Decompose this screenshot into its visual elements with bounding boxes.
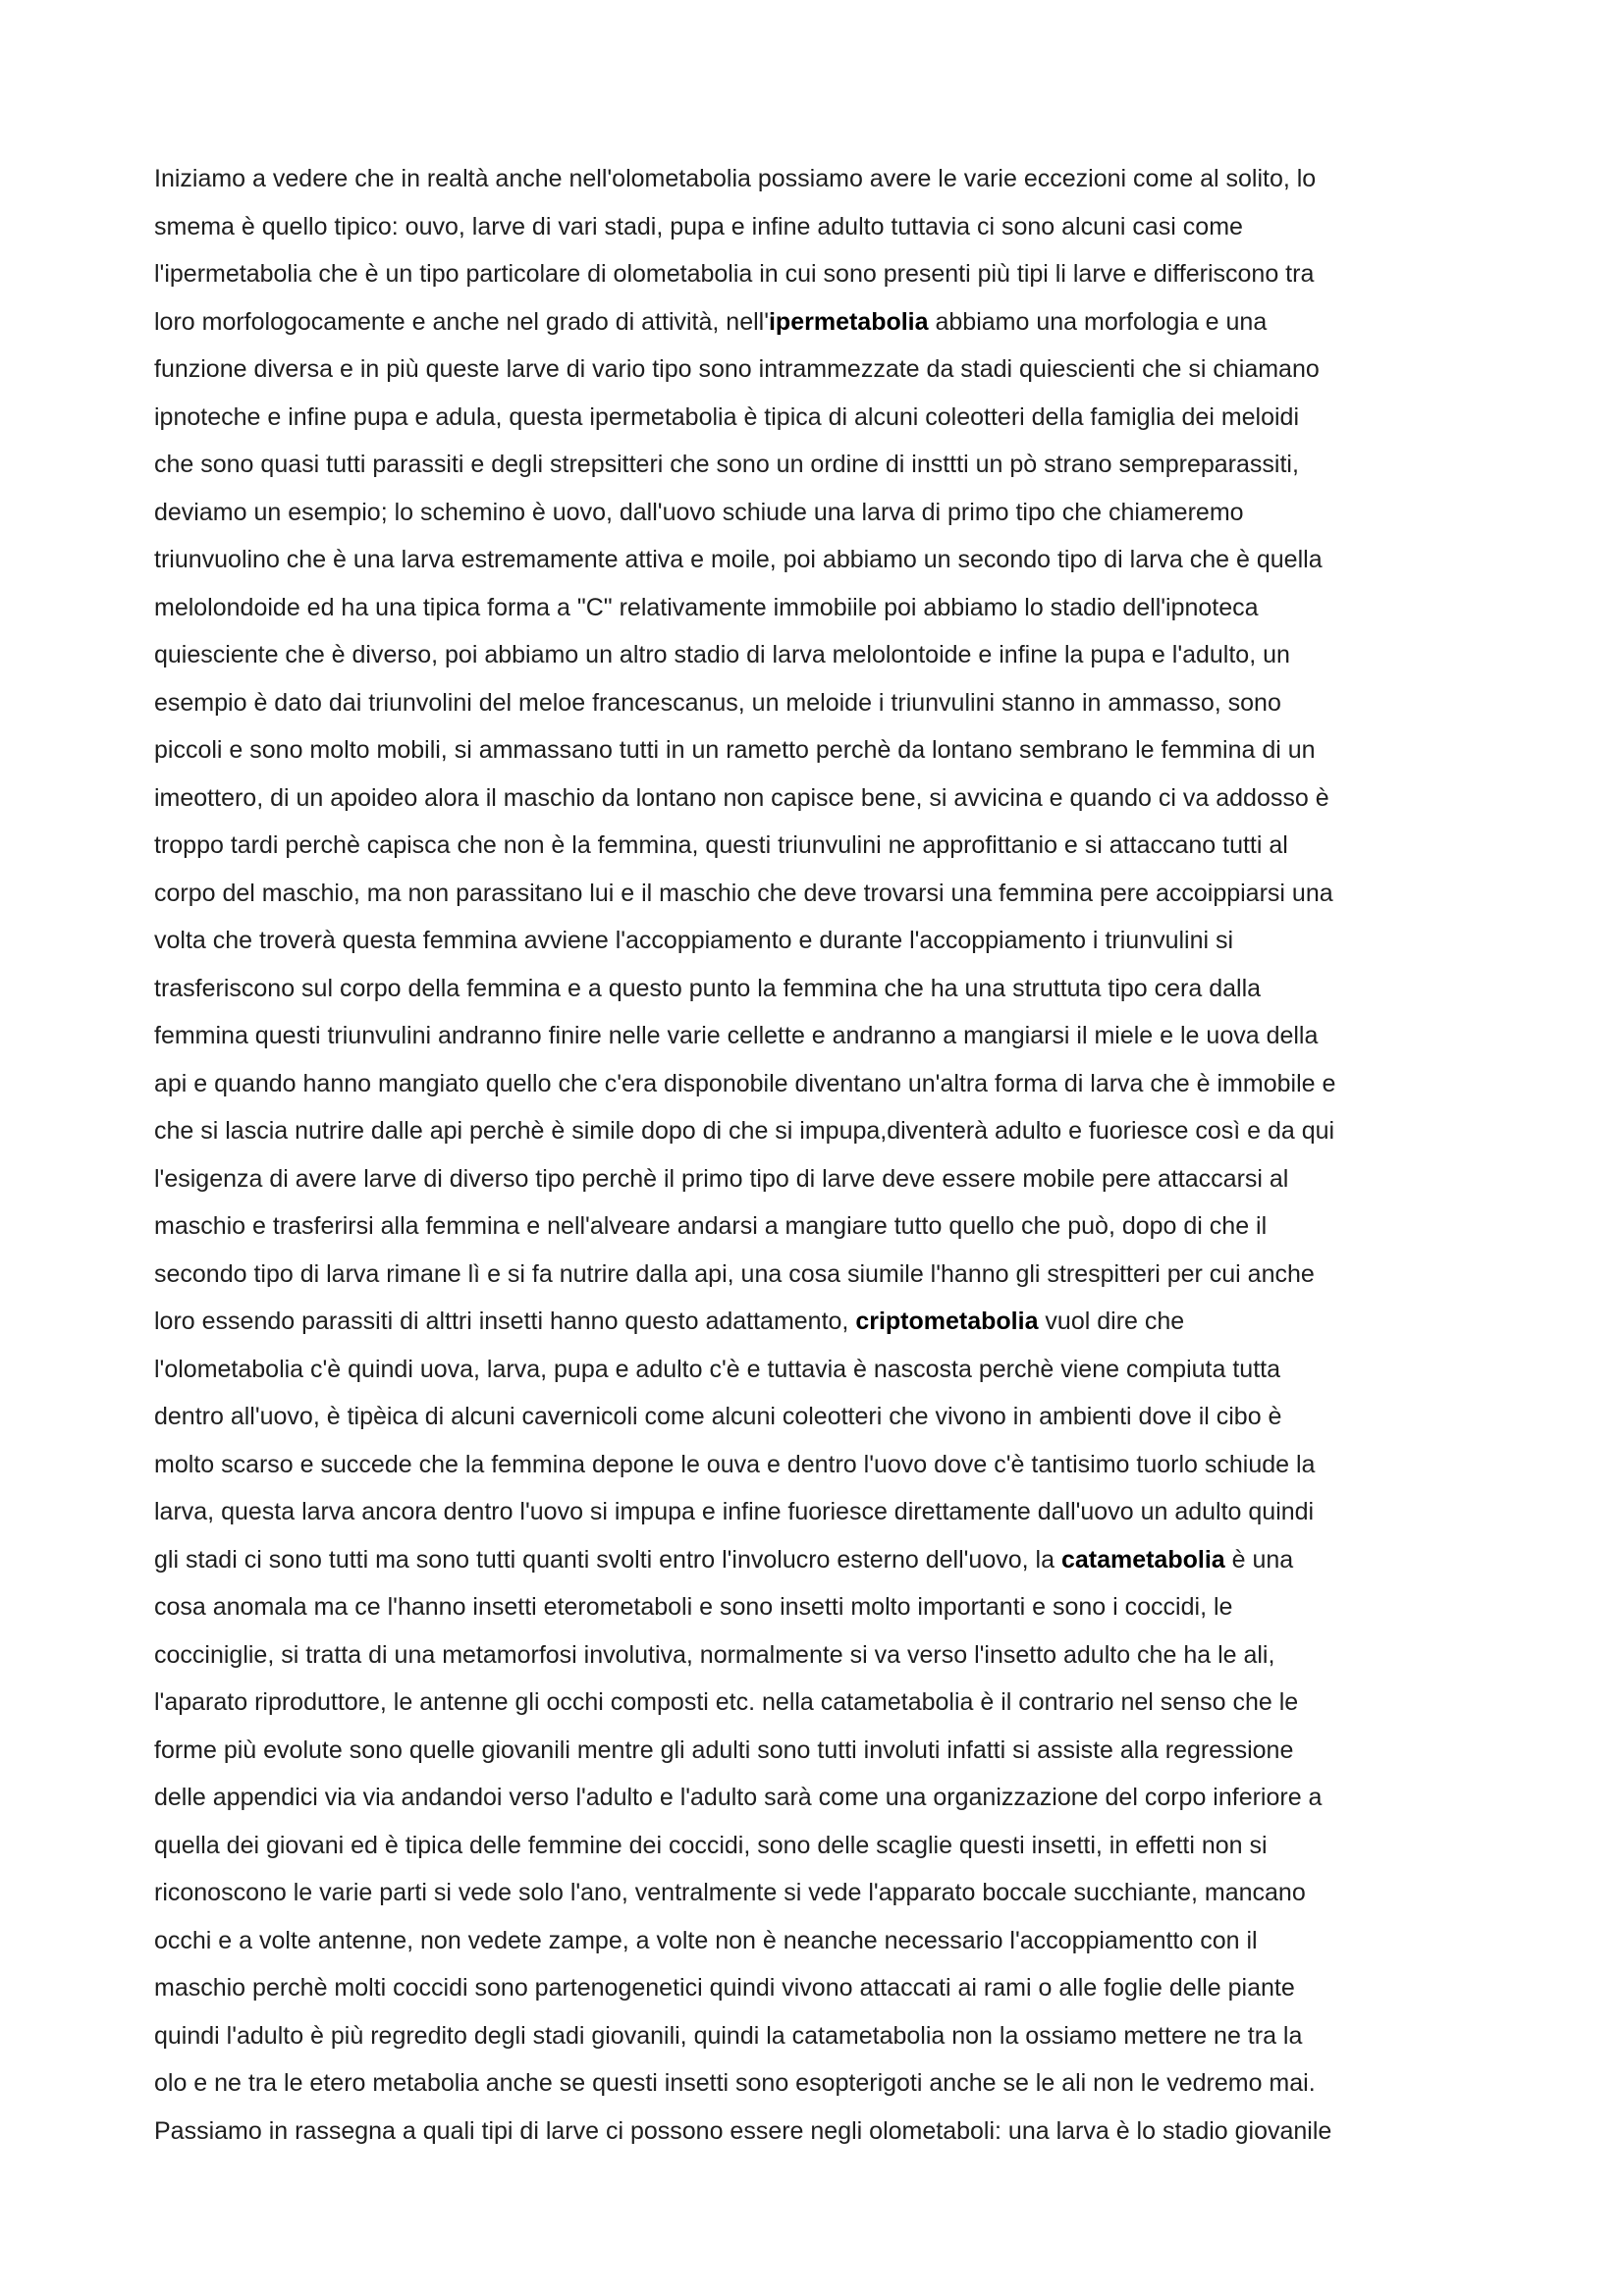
text-line: quiesciente che è diverso, poi abbiamo un altro stadio di larva melolontoide e infine la pupa e l'adulto, un — [154, 641, 1290, 668]
text-segment: loro morfologocamente e anche nel grado di attività, nell' — [154, 307, 769, 336]
text-line: occhi e a volte antenne, non vedete zampe, a volte non è neanche necessario l'accoppiamentto con il — [154, 1926, 1258, 1954]
text-line: imeottero, di un apoideo alora il maschio da lontano non capisce bene, si avvicina e quando ci va addosso è — [154, 783, 1329, 812]
text-line: Passiamo in rassegna a quali tipi di larve ci possono essere negli olometaboli: una larva è lo stadio giovanile — [154, 2116, 1332, 2145]
text-line: molto scarso e succede che la femmina depone le ouva e dentro l'uovo dove c'è tantisimo tuorlo schiude la — [154, 1450, 1316, 1478]
bold-term: ipermetabolia — [768, 307, 929, 336]
text-line — [154, 1536, 1470, 1584]
text-line: maschio perchè molti coccidi sono partenogenetici quindi vivono attaccati ai rami o alle foglie delle piante — [154, 1974, 1295, 2002]
text-line: larva, questa larva ancora dentro l'uovo si impupa e infine fuoriesce direttamente dall'uovo un adulto quindi — [154, 1498, 1315, 1525]
text-line: quindi l'adulto è più regredito degli stadi giovanili, quindi la catametabolia non la ossiamo mettere ne tra la — [154, 2021, 1303, 2050]
text-segment: gli stadi ci sono tutti ma sono tutti quanti svolti entro l'involucro esterno dell'uovo, la — [154, 1545, 1061, 1574]
text-line: l'aparato riproduttore, le antenne gli occhi composti etc. nella catametabolia è il contrario nel senso che le — [154, 1688, 1299, 1716]
text-line: l'esigenza di avere larve di diverso tipo perchè il primo tipo di larve deve essere mobile pere attaccarsi al — [154, 1164, 1289, 1193]
text-line — [154, 1298, 1470, 1346]
text-line: triunvuolino che è una larva estremamente attiva e moile, poi abbiamo un secondo tipo di larva che è quella — [154, 546, 1323, 573]
text-line: cocciniglie, si tratta di una metamorfosi involutiva, normalmente si va verso l'insetto adulto che ha le ali, — [154, 1640, 1275, 1669]
text-segment: è una — [1224, 1545, 1294, 1574]
text-line: che si lascia nutrire dalle api perchè è simile dopo di che si impupa,diventerà adulto e fuoriesce così e da qui — [154, 1117, 1335, 1145]
text-line: smema è quello tipico: ouvo, larve di vari stadi, pupa e infine adulto tuttavia ci sono alcuni casi come — [154, 212, 1243, 240]
text-line: trasferiscono sul corpo della femmina e a questo punto la femmina che ha una struttuta tipo cera dalla — [154, 974, 1262, 1002]
text-line: piccoli e sono molto mobili, si ammassano tutti in un rametto perchè da lontano sembrano le femmina di un — [154, 736, 1316, 764]
text-line: l'olometabolia c'è quindi uova, larva, pupa e adulto c'è e tuttavia è nascosta perchè viene compiuta tutta — [154, 1355, 1280, 1383]
text-line: delle appendici via via andandoi verso l'adulto e l'adulto sarà come una organizzazione del corpo inferiore a — [154, 1784, 1323, 1811]
text-line: maschio e trasferirsi alla femmina e nell'alveare andarsi a mangiare tutto quello che può, dopo di che il — [154, 1212, 1268, 1240]
text-line: secondo tipo di larva rimane lì e si fa nutrire dalla api, una cosa siumile l'hanno gli strespitteri per cui anche — [154, 1259, 1315, 1288]
text-line: Iniziamo a vedere che in realtà anche nell'olometabolia possiamo avere le varie eccezioni come al solito, lo — [154, 165, 1317, 192]
text-line: l'ipermetabolia che è un tipo particolare di olometabolia in cui sono presenti più tipi li larve e differiscono tra — [154, 260, 1315, 288]
text-line: troppo tardi perchè capisca che non è la femmina, questi triunvulini ne approfittanio e si attaccano tutti al — [154, 831, 1288, 859]
text-line: corpo del maschio, ma non parassitano lui e il maschio che deve trovarsi una femmina pere accoippiarsi una — [154, 879, 1333, 907]
text-line: femmina questi triunvulini andranno finire nelle varie cellette e andranno a mangiarsi il miele e le uova della — [154, 1022, 1319, 1049]
text-line: funzione diversa e in più queste larve di vario tipo sono intrammezzate da stadi quiescienti che si chiamano — [154, 355, 1320, 383]
text-line: api e quando hanno mangiato quello che c'era disponobile diventano un'altra forma di larva che è immobile e — [154, 1069, 1336, 1097]
text-line: esempio è dato dai triunvolini del meloe francescanus, un meloide i triunvulini stanno in ammasso, sono — [154, 688, 1281, 717]
text-line: deviamo un esempio; lo schemino è uovo, dall'uovo schiude una larva di primo tipo che chiameremo — [154, 498, 1244, 526]
text-line: dentro all'uovo, è tipèica di alcuni cavernicoli come alcuni coleotteri che vivono in ambienti dove il cibo è — [154, 1403, 1282, 1430]
text-line: cosa anomala ma ce l'hanno insetti eterometaboli e sono insetti molto importanti e sono i coccidi, le — [154, 1593, 1233, 1621]
text-segment: vuol dire che — [1038, 1308, 1185, 1335]
text-line: riconoscono le varie parti si vede solo l'ano, ventralmente si vede l'apparato boccale succhiante, mancano — [154, 1879, 1306, 1906]
text-segment: loro essendo parassiti di alttri insetti hanno questo adattamento, — [154, 1308, 856, 1335]
bold-term: criptometabolia — [855, 1308, 1039, 1335]
bold-term: catametabolia — [1060, 1545, 1225, 1574]
text-line: forme più evolute sono quelle giovanili mentre gli adulti sono tutti involuti infatti si assiste alla regressione — [154, 1735, 1294, 1764]
text-line — [154, 298, 1470, 347]
text-line: melolondoide ed ha una tipica forma a "C" relativamente immobiile poi abbiamo lo stadio dell'ipnoteca — [154, 593, 1259, 621]
text-line: ipnoteche e infine pupa e adula, questa ipermetabolia è tipica di alcuni coleotteri della famiglia dei meloidi — [154, 402, 1300, 431]
text-segment: abbiamo una morfologia e una — [928, 307, 1268, 336]
text-line: quella dei giovani ed è tipica delle femmine dei coccidi, sono delle scaglie questi insetti, in effetti non si — [154, 1831, 1268, 1859]
text-line: volta che troverà questa femmina avviene l'accoppiamento e durante l'accoppiamento i triunvulini si — [154, 927, 1234, 954]
body-text — [154, 155, 1470, 2155]
text-line: olo e ne tra le etero metabolia anche se questi insetti sono esopterigoti anche se le ali non le vedremo mai. — [154, 2069, 1316, 2097]
text-line: che sono quasi tutti parassiti e degli strepsitteri che sono un ordine di insttti un pò strano sempreparassiti, — [154, 451, 1299, 478]
